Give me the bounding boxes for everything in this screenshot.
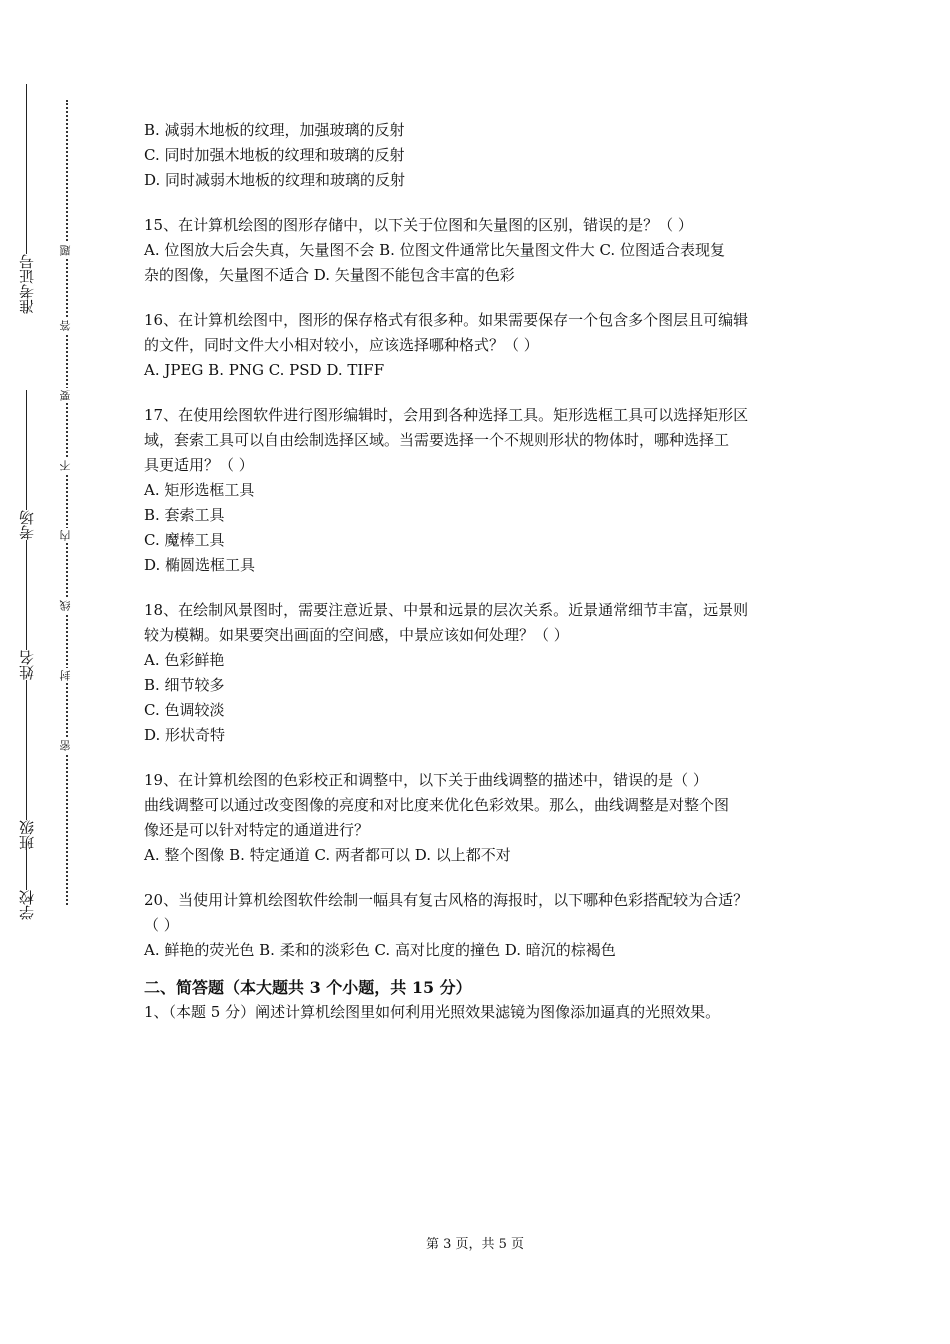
exam-content [144,118,814,1025]
school-blank [27,840,28,890]
question-16-options: A. JPEG B. PNG C. PSD D. TIFF [144,361,385,379]
question-15-stem: 15、在计算机绘图的图形存储中，以下关于位图和矢量图的区别，错误的是？（ ） [144,216,693,234]
question-17-stem-cont: 域，套索工具可以自由绘制选择区域。当需要选择一个不规则形状的物体时，哪种选择工 [144,431,730,449]
option-line: B. 细节较多 [144,676,225,694]
class-blank [27,680,28,820]
option-line: C. 魔棒工具 [144,531,225,549]
option-line: D. 同时减弱木地板的纹理和玻璃的反射 [144,171,406,189]
seal-char-mi: 密 [59,740,72,751]
question-15 [144,213,814,288]
question-18-stem: 18、在绘制风景图时，需要注意近景、中景和远景的层次关系。近景通常细节丰富，远景则 [144,601,749,619]
question-16-stem-cont: 的文件，同时文件大小相对较小，应该选择哪种格式？（ ） [144,336,539,354]
question-20-options: A. 鲜艳的荧光色 B. 柔和的淡彩色 C. 高对比度的撞色 D. 暗沉的棕褐色 [144,941,616,959]
question-18-stem-cont: 较为模糊。如果要突出画面的空间感，中景应该如何处理？（ ） [144,626,569,644]
question-20-stem-cont: （ ） [144,916,179,934]
name-label: 姓名 [18,650,36,680]
exam-room-blank [27,390,28,510]
section-2-title: 二、简答题（本大题共 3 个小题，共 15 分） [144,978,472,997]
name-field [18,540,36,680]
question-19 [144,768,814,868]
question-19-options: A. 整个图像 B. 特定通道 C. 两者都可以 D. 以上都不对 [144,846,511,864]
seal-char-da: 答 [59,320,72,331]
option-line: A. 矩形选框工具 [144,481,255,499]
question-15-options-cont: 杂的图像，矢量图不适合 D. 矢量图不能包含丰富的色彩 [144,266,515,284]
school-field [18,840,36,920]
question-14-options [144,118,814,193]
question-20 [144,888,814,963]
question-16-stem: 16、在计算机绘图中，图形的保存格式有很多种。如果需要保存一个包含多个图层且可编辑 [144,311,749,329]
school-label: 学校 [18,890,36,920]
option-line: C. 同时加强木地板的纹理和玻璃的反射 [144,146,405,164]
option-line: D. 形状奇特 [144,726,226,744]
option-line: C. 色调较淡 [144,701,225,719]
exam-room-label: 考场 [18,510,36,540]
option-line: B. 套索工具 [144,506,225,524]
class-label: 班级 [18,820,36,850]
exam-number-field [18,84,36,314]
question-17-stem-end: 具更适用？（ ） [144,456,254,474]
exam-number-blank [27,84,28,254]
exam-number-label: 准考证号 [18,254,36,314]
seal-char-nei: 内 [59,530,72,541]
question-18 [144,598,814,748]
question-15-options: A. 位图放大后会失真，矢量图不会 B. 位图文件通常比矢量图文件大 C. 位图适合表现复 [144,241,725,259]
question-17-stem: 17、在使用绘图软件进行图形编辑时，会用到各种选择工具。矩形选框工具可以选择矩形区 [144,406,749,424]
class-field [18,680,36,850]
question-20-stem: 20、当使用计算机绘图软件绘制一幅具有复古风格的海报时，以下哪种色彩搭配较为合适？ [144,891,749,909]
short-answer-question-1: 1、（本题 5 分）阐述计算机绘图里如何利用光照效果滤镜为图像添加逼真的光照效果。 [144,1003,721,1021]
question-19-stem-cont: 曲线调整可以通过改变图像的亮度和对比度来优化色彩效果。那么，曲线调整是对整个图 [144,796,730,814]
option-line: A. 色彩鲜艳 [144,651,225,669]
question-17 [144,403,814,578]
seal-dotted-line [66,100,68,905]
option-line: B. 减弱木地板的纹理，加强玻璃的反射 [144,121,405,139]
page-footer: 第 3 页，共 5 页 [425,1237,525,1252]
option-line: D. 椭圆选框工具 [144,556,256,574]
name-blank [27,540,28,650]
question-19-stem-end: 像还是可以针对特定的通道进行？ [144,821,370,839]
question-16 [144,308,814,383]
seal-char-bu: 不 [59,460,72,471]
seal-char-feng: 封 [59,670,72,681]
exam-room-field [18,390,36,540]
seal-char-ti: 题 [59,245,72,256]
seal-char-yao: 要 [59,390,72,401]
seal-char-xian: 线 [59,600,72,611]
question-19-stem: 19、在计算机绘图的色彩校正和调整中，以下关于曲线调整的描述中，错误的是（ ） [144,771,708,789]
